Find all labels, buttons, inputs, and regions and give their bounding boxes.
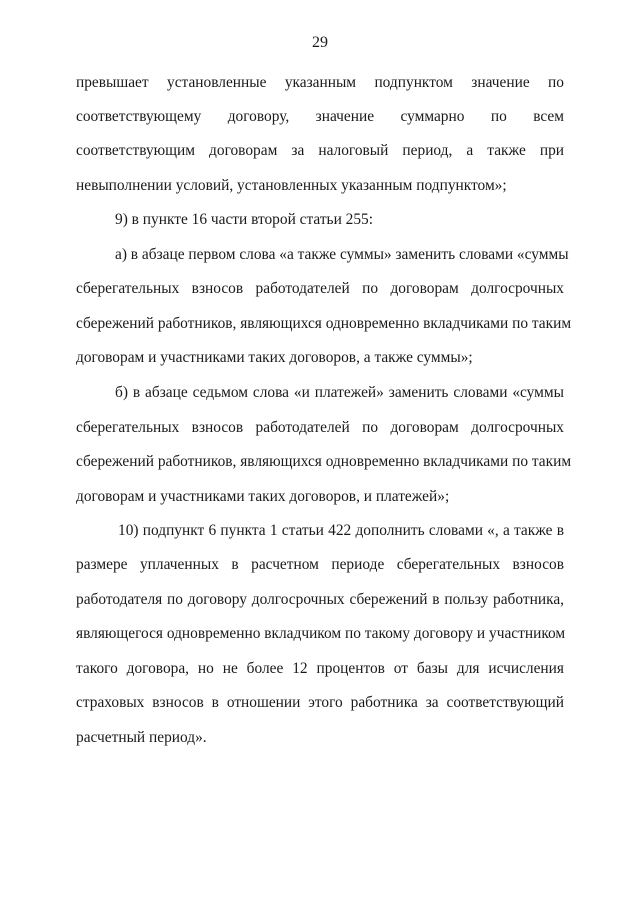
text-line: страховых взносов в отношении этого работника за соответствующий <box>76 694 564 711</box>
text-line: соответствующим договорам за налоговый период, а также при <box>76 142 564 159</box>
text-line: сбережений работников, являющихся одновременно вкладчиками по таким <box>76 315 572 332</box>
text-line: сберегательных взносов работодателей по договорам долгосрочных <box>76 280 564 297</box>
text-line: сбережений работников, являющихся одновременно вкладчиками по таким <box>76 453 572 470</box>
text-line: соответствующему договору, значение суммарно по всем <box>76 108 564 125</box>
text-line: б) в абзаце седьмом слова «и платежей» заменить словами «суммы <box>115 384 564 401</box>
text-line: 9) в пункте 16 части второй статьи 255: <box>115 211 374 228</box>
text-line: сберегательных взносов работодателей по договорам долгосрочных <box>76 419 564 436</box>
text-line: 10) подпункт 6 пункта 1 статьи 422 дополнить словами «, а также в <box>118 522 564 539</box>
text-line: невыполнении условий, установленных указанным подпунктом»; <box>76 177 507 194</box>
text-line: договорам и участниками таких договоров, а также суммы»; <box>76 349 473 366</box>
text-line: такого договора, но не более 12 процентов от базы для исчисления <box>76 660 564 677</box>
text-line: а) в абзаце первом слова «а также суммы» заменить словами «суммы <box>115 246 569 263</box>
text-line: расчетный период». <box>76 729 207 746</box>
text-line: являющегося одновременно вкладчиком по такому договору и участником <box>76 625 566 642</box>
text-line: работодателя по договору долгосрочных сбережений в пользу работника, <box>76 591 564 608</box>
text-line: договорам и участниками таких договоров, и платежей»; <box>76 488 450 505</box>
text-line: превышает установленные указанным подпунктом значение по <box>76 74 564 91</box>
text-line: размере уплаченных в расчетном периоде сберегательных взносов <box>76 556 564 573</box>
page-number: 29 <box>312 34 328 51</box>
